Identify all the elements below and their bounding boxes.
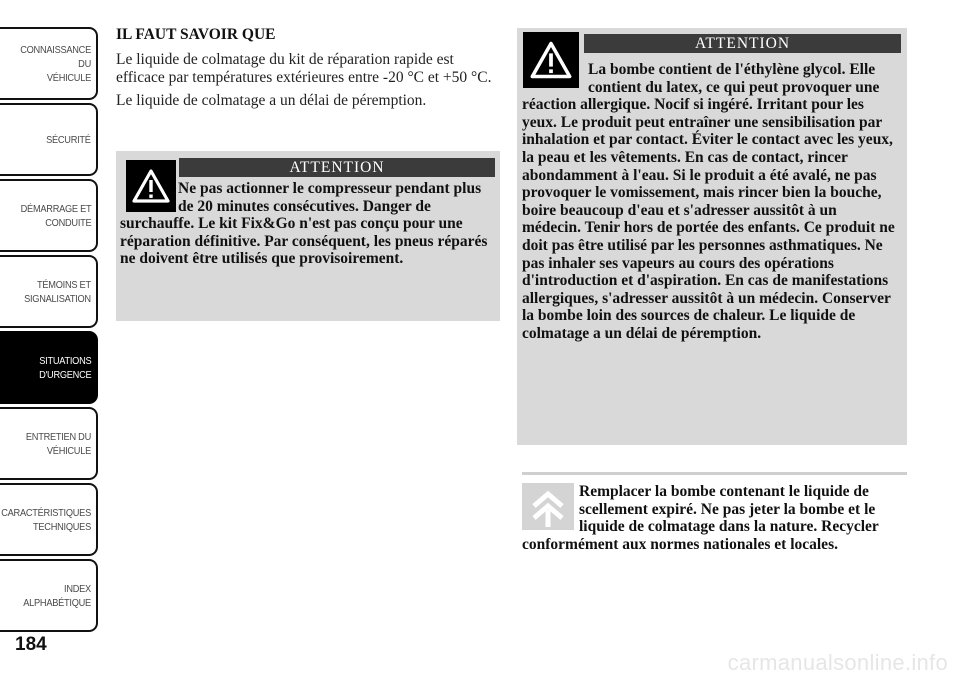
tab-caracteristiques-techniques[interactable] bbox=[0, 483, 98, 556]
tab-entretien-du-vehicule[interactable] bbox=[0, 407, 98, 480]
recycle-note-text: Remplacer la bombe contenant le liquide de scellement expiré. Ne pas jeter la bombe et le liquide de colmatage dans la nature. Recycler conformément aux normes nationales et locales. bbox=[522, 483, 879, 553]
tab-temoins-et-signalisation[interactable] bbox=[0, 255, 98, 328]
tab-situations-d-urgence[interactable] bbox=[0, 331, 98, 404]
tab-label: SÉCURITÉ bbox=[46, 133, 91, 146]
info-section bbox=[116, 25, 500, 116]
tab-label: CARACTÉRISTIQUES TECHNIQUES bbox=[1, 506, 91, 533]
warning-text-container bbox=[522, 61, 899, 343]
recycle-note bbox=[522, 483, 907, 553]
warning-text: Ne pas actionner le compresseur pendant plus de 20 minutes consécutives. Danger de surchauffe. Le kit Fix&Go n'est pas conçu pour une réparation définitive. Par conséquent, les pneus réparés ne doivent être utilisés que provisoirement. bbox=[120, 180, 488, 268]
warning-text-container bbox=[120, 180, 494, 268]
tab-label: INDEX ALPHABÉTIQUE bbox=[23, 582, 91, 609]
warning-box-compressor bbox=[116, 151, 500, 321]
info-paragraph: Le liquide de colmatage a un délai de péremption. bbox=[116, 92, 427, 109]
tab-label: ENTRETIEN DU VÉHICULE bbox=[25, 430, 91, 457]
tab-demarrage-et-conduite[interactable] bbox=[0, 179, 98, 252]
info-paragraph: Le liquide de colmatage du kit de réparation rapide est efficace par températures extérieures entre -20 °C et +50 °C. bbox=[116, 51, 492, 86]
tab-label: DÉMARRAGE ET CONDUITE bbox=[20, 202, 91, 229]
warning-box-chemical bbox=[517, 28, 907, 445]
tab-connaissance-du-vehicule[interactable] bbox=[0, 27, 98, 100]
tab-label: CONNAISSANCE DU VÉHICULE bbox=[20, 43, 92, 84]
info-heading: IL FAUT SAVOIR QUE bbox=[116, 26, 276, 43]
warning-text: La bombe contient de l'éthylène glycol. Elle contient du latex, ce qui peut provoquer une réaction allergique. Nocif si ingéré. Irritant pour les yeux. Le produit peut entraîner une sensibilisation par inhalation et par contact. Éviter le contact avec les yeux, la peau et les vêtements. En cas de contact, rincer abondamment à l'eau. Si le produit a été avalé, ne pas provoquer le vomissement, mais rincer bien la bouche, boire beaucoup d'eau et s'adresser aussitôt à un médecin. Tenir hors de portée des enfants. Ce produit ne doit pas être utilisé par les personnes asthmatiques. Ne pas inhaler ses vapeurs au cours des opérations d'introduction et d'aspiration. En cas de manifestations allergiques, s'adresser aussitôt à un médecin. Conserver la bombe loin des sources de chaleur. Le liquide de colmatage a un délai de péremption. bbox=[522, 61, 895, 342]
tab-label: SITUATIONS D'URGENCE bbox=[38, 354, 91, 381]
watermark: carmanualsonline.info bbox=[727, 650, 948, 675]
warning-title: ATTENTION bbox=[179, 158, 495, 177]
warning-title: ATTENTION bbox=[584, 34, 901, 53]
tab-index-alphabetique[interactable] bbox=[0, 559, 98, 632]
tab-securite[interactable] bbox=[0, 103, 98, 176]
section-divider bbox=[522, 472, 907, 475]
tab-label: TÉMOINS ET SIGNALISATION bbox=[24, 278, 91, 305]
page-number: 184 bbox=[15, 634, 47, 655]
